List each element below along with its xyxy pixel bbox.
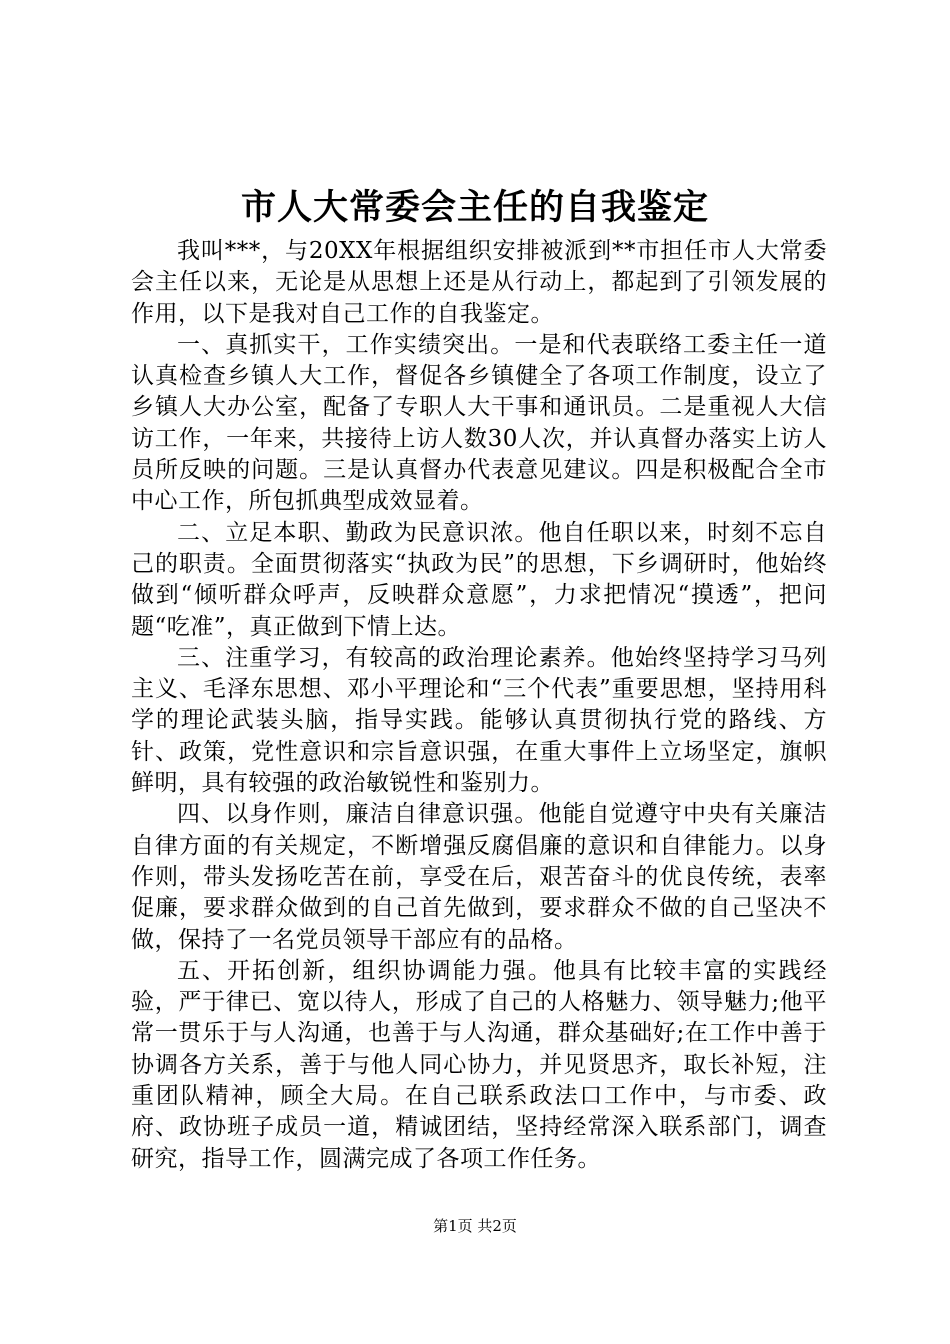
paragraph-section-5: 五、开拓创新，组织协调能力强。他具有比较丰富的实践经验，严于律已、宽以待人，形成了自己的人格魅力、领导魅力;他平常一贯乐于与人沟通，也善于与人沟通，群众基础好;在工作中善于协调各方关系，善于与他人同心协力，并见贤思齐，取长补短，注重团队精神，顾全大局。在自己联系政法口工作中，与市委、政府、政协班子成员一道，精诚团结，坚持经常深入联系部门，调查研究，指导工作，圆满完成了各项工作任务。 xyxy=(131,957,827,1172)
paragraph-intro: 我叫***，与20XX年根据组织安排被派到**市担任市人大常委会主任以来，无论是从思想上还是从行动上，都起到了引领发展的作用，以下是我对自己工作的自我鉴定。 xyxy=(131,238,827,327)
document-title: 市人大常委会主任的自我鉴定 xyxy=(240,187,709,228)
document-body xyxy=(131,236,827,1175)
page-footer: 第1页 共2页 xyxy=(433,1217,517,1235)
paragraph-section-2: 二、立足本职、勤政为民意识浓。他自任职以来，时刻不忘自己的职责。全面贯彻落实“执政为民”的思想，下乡调研时，他始终做到“倾听群众呼声，反映群众意愿”，力求把情况“摸透”，把问题“吃准”，真正做到下情上达。 xyxy=(131,519,827,640)
paragraph-section-1: 一、真抓实干，工作实绩突出。一是和代表联络工委主任一道认真检查乡镇人大工作，督促各乡镇健全了各项工作制度，设立了乡镇人大办公室，配备了专职人大干事和通讯员。二是重视人大信访工作，一年来，共接待上访人数30人次，并认真督办落实上访人员所反映的问题。三是认真督办代表意见建议。四是积极配合全市中心工作，所包抓典型成效显着。 xyxy=(131,331,827,515)
paragraph-section-4: 四、以身作则，廉洁自律意识强。他能自觉遵守中央有关廉洁自律方面的有关规定，不断增强反腐倡廉的意识和自律能力。以身作则，带头发扬吃苦在前，享受在后，艰苦奋斗的优良传统，表率促廉，要求群众做到的自己首先做到，要求群众不做的自己坚决不做，保持了一名党员领导干部应有的品格。 xyxy=(131,801,827,953)
paragraph-section-3: 三、注重学习，有较高的政治理论素养。他始终坚持学习马列主义、毛泽东思想、邓小平理论和“三个代表”重要思想，坚持用科学的理论武装头脑，指导实践。能够认真贯彻执行党的路线、方针、政策，党性意识和宗旨意识强，在重大事件上立场坚定，旗帜鲜明，具有较强的政治敏锐性和鉴别力。 xyxy=(131,644,827,797)
